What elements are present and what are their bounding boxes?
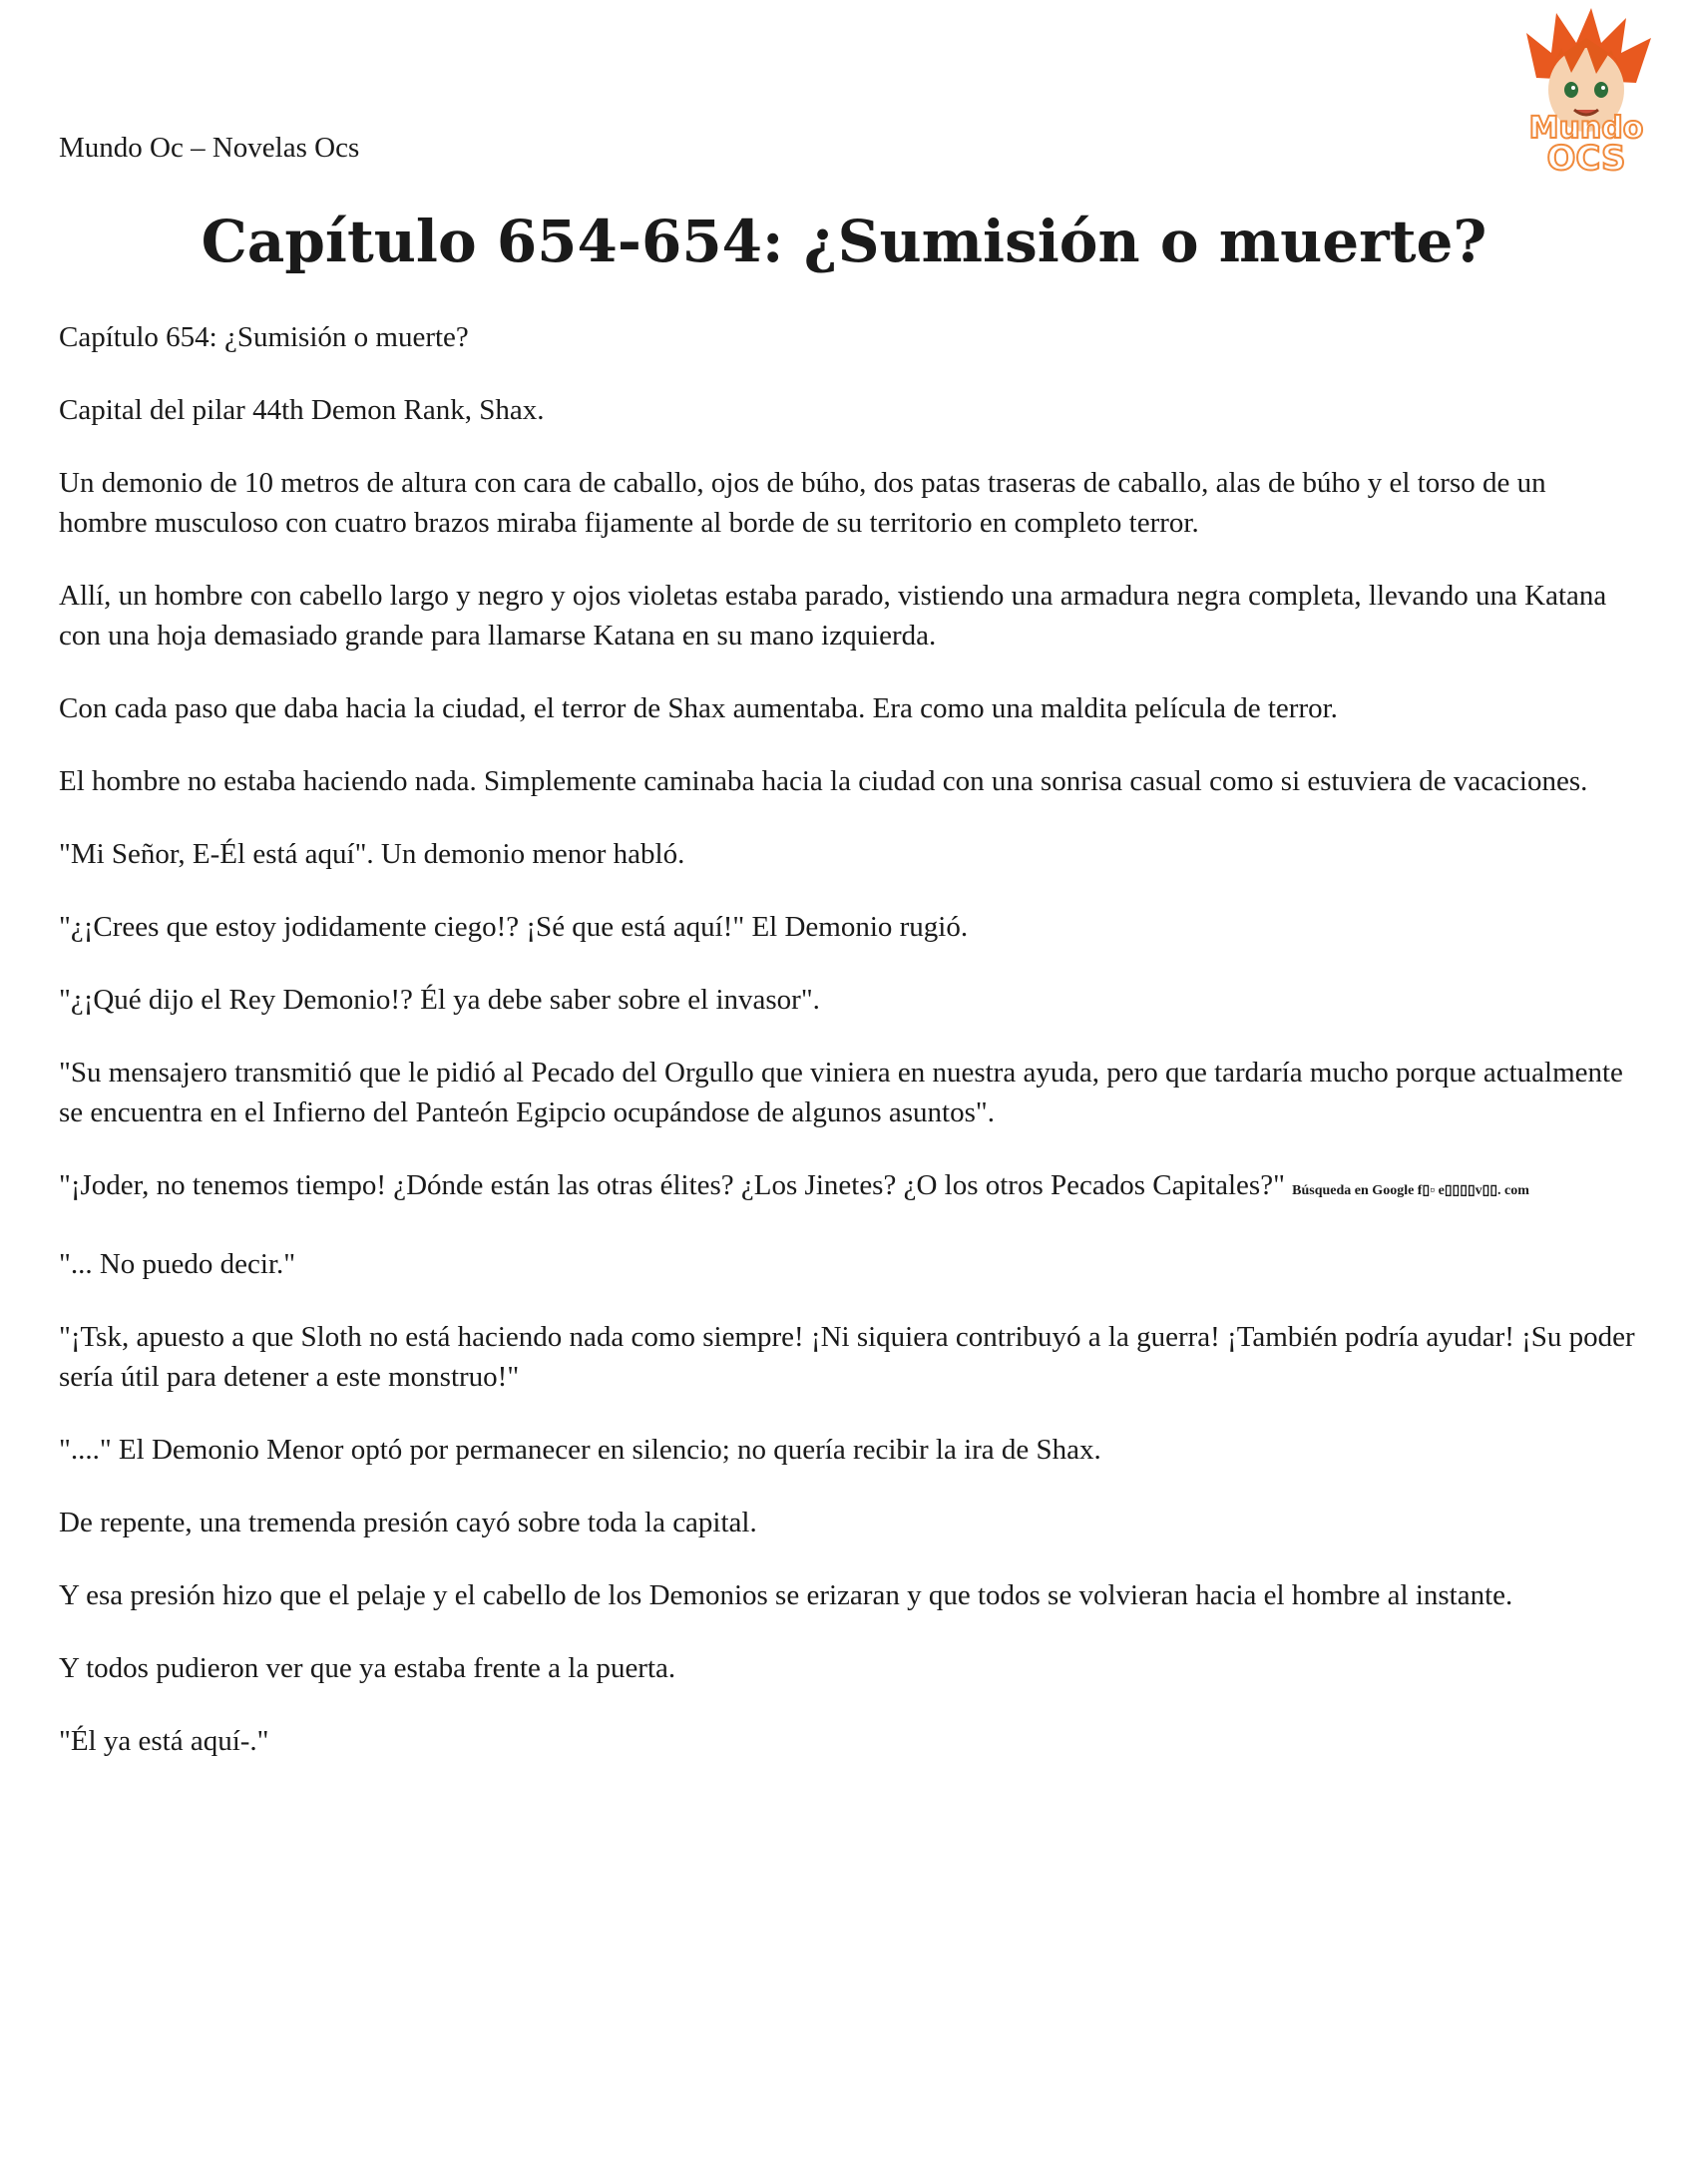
paragraph: "Mi Señor, E-Él está aquí". Un demonio menor habló. xyxy=(59,838,685,870)
svg-text:OCS: OCS xyxy=(1546,139,1626,178)
paragraph: Y esa presión hizo que el pelaje y el cabello de los Demonios se erizaran y que todos se volvieran hacia el hombre al instante. xyxy=(59,1579,1513,1611)
paragraph: "¡Joder, no tenemos tiempo! ¿Dónde están las otras élites? ¿Los Jinetes? ¿O los otros Pecados Capitales?" xyxy=(59,1169,1285,1201)
paragraph: "¿¡Qué dijo el Rey Demonio!? Él ya debe saber sobre el invasor". xyxy=(59,984,820,1016)
paragraph: "Su mensajero transmitió que le pidió al Pecado del Orgullo que viniera en nuestra ayuda, pero que tardaría mucho porque actualmente se encuentra en el Infierno del Panteón Egipcio ocupándose de algunos asuntos". xyxy=(59,1057,1623,1128)
paragraph: Un demonio de 10 metros de altura con cara de caballo, ojos de búho, dos patas traseras de caballo, alas de búho y el torso de un hombre musculoso con cuatro brazos miraba fijamente al borde de su territorio en completo terror. xyxy=(59,467,1546,539)
paragraph: El hombre no estaba haciendo nada. Simplemente caminaba hacia la ciudad con una sonrisa casual como si estuviera de vacaciones. xyxy=(59,765,1588,797)
paragraph: "¿¡Crees que estoy jodidamente ciego!? ¡Sé que está aquí!" El Demonio rugió. xyxy=(59,911,969,943)
paragraph-with-watermark xyxy=(59,1165,1635,1211)
paragraph: Capítulo 654: ¿Sumisión o muerte? xyxy=(59,321,469,353)
paragraph: "¡Tsk, apuesto a que Sloth no está haciendo nada como siempre! ¡Ni siquiera contribuyó a la guerra! ¡También podría ayudar! ¡Su poder sería útil para detener a este monstruo!" xyxy=(59,1321,1635,1393)
paragraph: Capital del pilar 44th Demon Rank, Shax. xyxy=(59,394,545,426)
paragraph: "... No puedo decir." xyxy=(59,1248,296,1280)
site-header: Mundo Oc – Novelas Ocs xyxy=(59,132,360,164)
paragraph: "...." El Demonio Menor optó por permanecer en silencio; no quería recibir la ira de Shax. xyxy=(59,1434,1101,1466)
svg-text:Mundo: Mundo xyxy=(1528,111,1644,146)
paragraph: Y todos pudieron ver que ya estaba frente a la puerta. xyxy=(59,1652,676,1684)
mundo-ocs-logo xyxy=(1506,8,1666,178)
paragraph: Con cada paso que daba hacia la ciudad, el terror de Shax aumentaba. Era como una maldita película de terror. xyxy=(59,692,1338,724)
watermark-text: Búsqueda en Google f▯▫ e▯▯▯▯v▯▯. com xyxy=(1292,1183,1529,1198)
paragraph: "Él ya está aquí-." xyxy=(59,1725,269,1757)
paragraph: De repente, una tremenda presión cayó sobre toda la capital. xyxy=(59,1507,757,1538)
chapter-title: Capítulo 654-654: ¿Sumisión o muerte? xyxy=(201,208,1487,275)
chapter-body xyxy=(59,317,1635,1794)
paragraph: Allí, un hombre con cabello largo y negro y ojos violetas estaba parado, vistiendo una armadura negra completa, llevando una Katana con una hoja demasiado grande para llamarse Katana en su mano izquierda. xyxy=(59,580,1607,652)
